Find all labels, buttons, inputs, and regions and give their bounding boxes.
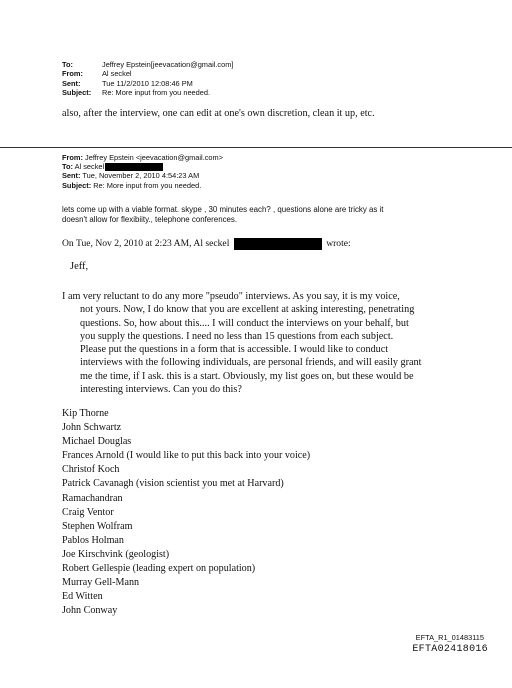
from-label: From: (62, 69, 83, 79)
para-line: questions. So, how about this.... I will conduct the interviews on your behalf, but (80, 317, 409, 329)
para-line: Please put the questions in a form that is accessible. I would like to conduct (80, 344, 389, 356)
reply-line-1: lets come up with a viable format. skype , 30 minutes each? , questions alone are tricky as it (62, 205, 384, 214)
list-item: Kip Thorne (62, 408, 109, 419)
subject-value-2: Re: More input from you needed. (93, 180, 202, 190)
list-item: Pablos Holman (62, 534, 124, 546)
from-label-2: From: (62, 153, 83, 162)
para-line: you supply the questions. I need no less than 15 questions from each subject. (80, 330, 394, 342)
bates-number-1: EFTA_R1_01483115 (415, 633, 484, 642)
para-line: I am very reluctant to do any more "pseudo" interviews. As you say, it is my voice, (62, 291, 400, 302)
attribution-prefix: On Tue, Nov 2, 2010 at 2:23 AM, Al seckel (62, 238, 230, 250)
para-line: me the time, if I ask. this is a start. Obviously, my list goes on, but these would be (80, 370, 414, 382)
attribution-suffix: wrote: (326, 238, 351, 250)
email-header-quoted (62, 153, 223, 190)
email-header-top (62, 60, 233, 98)
to-value: Jeffrey Epstein[jeevacation@gmail.com] (102, 60, 234, 69)
subject-value: Re: More input from you needed. (102, 88, 211, 98)
sent-label: Sent: (62, 78, 81, 88)
redaction-box (234, 238, 322, 250)
list-item: John Schwartz (62, 422, 122, 434)
quote-attribution (62, 238, 351, 250)
divider-rule (0, 147, 512, 148)
greeting: Jeff, (70, 261, 89, 272)
subject-label: Subject: (62, 88, 92, 98)
para-line: interviews with the following individuals, are personal friends, and will easily grant (80, 357, 422, 369)
from-value-2: Jeffrey Epstein <jeevacation@gmail.com> (85, 153, 224, 162)
para-line: interesting interviews. Can you do this? (80, 384, 242, 396)
to-value-2: Al seckel (74, 162, 105, 172)
quoted-paragraph (62, 290, 472, 396)
top-message-body: also, after the interview, one can edit at one's own discretion, clean it up, etc. (62, 108, 375, 119)
list-item: Craig Ventor (62, 506, 114, 518)
reply-line-2: doesn't allow for flexibiity., telephone conferences. (62, 215, 238, 224)
subject-label-2: Subject: (62, 180, 92, 190)
list-item: Ed Witten (62, 591, 103, 603)
list-item: Stephen Wolfram (62, 520, 133, 532)
redaction-box (105, 163, 163, 171)
sent-value-2: Tue, November 2, 2010 4:54:23 AM (82, 171, 200, 181)
list-item: Robert Gellespie (leading expert on population) (62, 563, 256, 575)
to-label-2: To: (62, 162, 73, 172)
list-item: John Conway (62, 605, 118, 617)
list-item: Patrick Cavanagh (vision scientist you met at Harvard) (62, 478, 284, 490)
from-value: Al seckel (102, 69, 132, 79)
list-item: Michael Douglas (62, 436, 132, 448)
interviewee-list (62, 407, 310, 618)
list-item: Frances Arnold (I would like to put this back into your voice) (62, 450, 311, 462)
list-item: Ramachandran (62, 492, 123, 504)
sent-value: Tue 11/2/2010 12:08:46 PM (102, 78, 193, 88)
list-item: Christof Koch (62, 464, 120, 476)
reply-body (62, 205, 452, 225)
para-line: not yours. Now, I do know that you are excellent at asking interesting, penetrating (80, 304, 415, 316)
bates-number-2: EFTA02418016 (412, 644, 488, 655)
to-label: To: (62, 60, 73, 69)
list-item: Joe Kirschvink (geologist) (62, 548, 170, 560)
sent-label-2: Sent: (62, 171, 81, 181)
list-item: Murray Gell-Mann (62, 577, 140, 589)
